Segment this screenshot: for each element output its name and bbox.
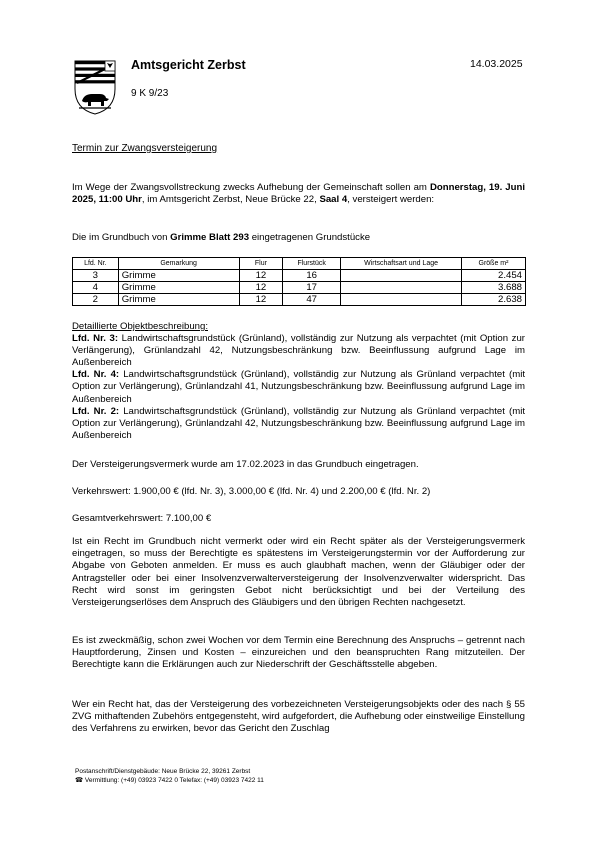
register-name: Grimme Blatt 293	[170, 232, 250, 243]
table-cell	[341, 294, 462, 306]
table-cell: 3	[73, 270, 119, 282]
table-cell: 2.454	[461, 270, 525, 282]
vermerk-paragraph: Der Versteigerungsvermerk wurde am 17.02.2023 in das Grundbuch eingetragen.	[72, 459, 419, 470]
description-item: Lfd. Nr. 4: Landwirtschaftsgrundstück (Grünland), vollständig zur Nutzung als Grünland verpachtet (mit Option zur Verlängerung), Grünlandzahl 41, Nutzungsbeschränkung bzw. Beeinflussung aufgrund Lage im Außenbereich	[72, 369, 525, 405]
table-cell: 12	[239, 282, 283, 294]
table-cell: 17	[283, 282, 341, 294]
description-item: Lfd. Nr. 2: Landwirtschaftsgrundstück (Grünland), vollständig zur Nutzung als Grünland verpachtet (mit Option zur Verlängerung), Grünlandzahl 42, Nutzungsbeschränkung bzw. Beeinflussung aufgrund Lage im Außenbereich	[72, 405, 525, 441]
table-cell: Grimme	[118, 282, 239, 294]
table-cell: Grimme	[118, 270, 239, 282]
table-cell: 3.688	[461, 282, 525, 294]
page-title: Termin zur Zwangsversteigerung	[72, 143, 218, 154]
table-row	[73, 270, 526, 282]
table-header-row	[73, 258, 526, 270]
rights-paragraph: Ist ein Recht im Grundbuch nicht vermerkt oder wird ein Recht später als der Versteigerungsvermerk eingetragen, so muss der Berechtigte es spätestens im Versteigerungstermin vor der Aufforderung zur Abgabe von Geboten anmelden. Er muss es auch glaubhaft machen, wenn der Gläubiger oder der Antragsteller oder bei einer Insolvenzverwalterversteigerung der Insolvenzverwalter widerspricht. Das Recht wird sonst im geringsten Gebot nicht berücksichtigt und bei der Verteilung des Versteigerungserlöses dem Anspruch des Gläubigers und den übrigen Rechten nachgesetzt.	[72, 536, 525, 609]
col-header-flurstueck: Flurstück	[283, 258, 341, 270]
case-number: 9 K 9/23	[131, 88, 169, 99]
footer	[75, 767, 264, 785]
col-header-groesse: Größe m²	[461, 258, 525, 270]
table-cell: 4	[73, 282, 119, 294]
description-title: Detaillierte Objektbeschreibung:	[72, 321, 208, 332]
table-cell	[341, 270, 462, 282]
table-cell: 16	[283, 270, 341, 282]
verkehrswert-paragraph: Verkehrswert: 1.900,00 € (lfd. Nr. 3), 3.000,00 € (lfd. Nr. 4) und 2.200,00 € (lfd. Nr. 2)	[72, 486, 431, 497]
court-name: Amtsgericht Zerbst	[131, 58, 246, 72]
table-cell: 2	[73, 294, 119, 306]
description-item: Lfd. Nr. 3: Landwirtschaftsgrundstück (Grünland), vollständig zur Nutzung als verpachtet (mit Option zur Verlängerung), Grünlandzahl 42, Nutzungsbeschränkung bzw. Beeinflussung aufgrund Lage im Außenbereich	[72, 333, 525, 369]
coat-of-arms-icon	[73, 59, 117, 115]
footer-phone: ☎ Vermittlung: (+49) 03923 7422 0 Telefax: (+49) 03923 7422 11	[75, 777, 264, 784]
col-header-wirtschaftsart: Wirtschaftsart und Lage	[341, 258, 462, 270]
auction-room: Saal 4	[319, 194, 348, 206]
plots-table	[72, 257, 526, 306]
table-cell: 2.638	[461, 294, 525, 306]
intro-paragraph: Im Wege der Zwangsvollstreckung zwecks Aufhebung der Gemeinschaft sollen am Donnerstag, 19. Juni 2025, 11:00 Uhr, im Amtsgericht Zerbst, Neue Brücke 22, Saal 4, versteigert werden:	[72, 182, 525, 206]
table-cell: 47	[283, 294, 341, 306]
table-cell: Grimme	[118, 294, 239, 306]
register-paragraph: Die im Grundbuch von Grimme Blatt 293 eingetragenen Grundstücke	[72, 232, 371, 243]
col-header-gemarkung: Gemarkung	[118, 258, 239, 270]
claim-paragraph: Es ist zweckmäßig, schon zwei Wochen vor dem Termin eine Berechnung des Anspruchs – getrennt nach Hauptforderung, Zinsen und Kosten – einzureichen und den beanspruchten Rang mitzuteilen. Der Berechtigte kann die Erklärungen auch zur Niederschrift der Geschäftsstelle abgeben.	[72, 635, 525, 671]
table-row	[73, 282, 526, 294]
object-description	[72, 321, 525, 442]
table-cell: 12	[239, 294, 283, 306]
gesamtverkehrswert-paragraph: Gesamtverkehrswert: 7.100,00 €	[72, 513, 212, 524]
document-date: 14.03.2025	[470, 58, 523, 70]
auction-datetime: Donnerstag, 19. Juni 2025, 11:00 Uhr	[72, 182, 525, 206]
table-cell	[341, 282, 462, 294]
col-header-nr: Lfd. Nr.	[73, 258, 119, 270]
col-header-flur: Flur	[239, 258, 283, 270]
footer-address: Postanschrift/Dienstgebäude: Neue Brücke 22, 39261 Zerbst	[75, 768, 251, 775]
table-row	[73, 294, 526, 306]
table-cell: 12	[239, 270, 283, 282]
objection-paragraph: Wer ein Recht hat, das der Versteigerung des vorbezeichneten Versteigerungsobjekts oder des nach § 55 ZVG mithaftenden Zubehörs entgegensteht, wird aufgefordert, die Aufhebung oder einstweilige Einstellung des Verfahrens zu erwirken, bevor das Gericht den Zuschlag	[72, 699, 525, 735]
